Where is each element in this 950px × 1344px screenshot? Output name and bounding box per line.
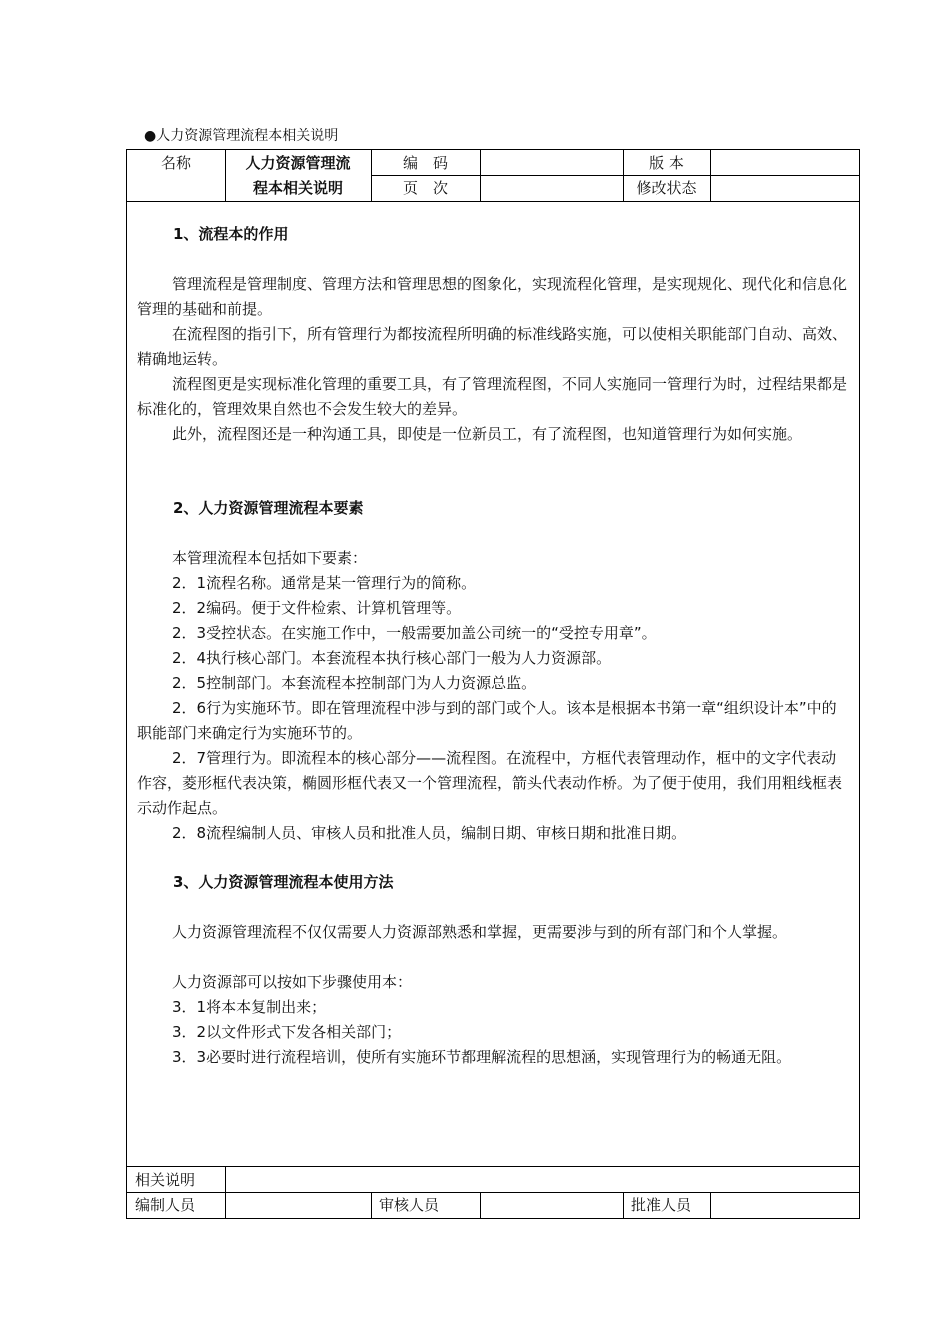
section-3-item: 3．1将本本复制出来；: [172, 998, 327, 1016]
section-3-title: 3、人力资源管理流程本使用方法: [173, 873, 394, 891]
editor-label: 编制人员: [135, 1196, 196, 1214]
section-1-title: 1、流程本的作用: [173, 225, 289, 243]
page-label: 页 次: [402, 179, 448, 197]
document-name-line2: 程本相关说明: [252, 179, 343, 197]
form-footer: [127, 1166, 859, 1219]
document-name-line1: 人力资源管理流: [245, 154, 351, 172]
code-label: 编 码: [402, 154, 448, 172]
section-2-item: 2．5控制部门。本套流程本控制部门为人力资源总监。: [172, 674, 537, 692]
section-1-paragraph: 管理流程是管理制度、管理方法和管理思想的图象化，实现流程化管理，是实现规化、现代化和信息化管理的基础和前提。: [137, 275, 848, 318]
section-2-item: 2．2编码。便于文件检索、计算机管理等。: [172, 599, 462, 617]
section-3-paragraph: 人力资源部可以按如下步骤使用本：: [172, 973, 413, 991]
section-2-item: 2．8流程编制人员、审核人员和批准人员，编制日期、审核日期和批准日期。: [172, 824, 687, 842]
section-2-item: 2．7管理行为。即流程本的核心部分——流程图。在流程中，方框代表管理动作，框中的文字代表动作容，菱形框代表决策，椭圆形框代表又一个管理流程，箭头代表动作桥。为了便于使用，我们用粗线框表示动作起点。: [137, 749, 843, 817]
notes-label: 相关说明: [135, 1171, 196, 1189]
page-heading: ●人力资源管理流程本相关说明: [144, 128, 339, 144]
name-label: 名称: [160, 154, 191, 172]
section-2-item: 2．1流程名称。通常是某一管理行为的简称。: [172, 574, 477, 592]
section-1-paragraph: 此外，流程图还是一种沟通工具，即使是一位新员工，有了流程图，也知道管理行为如何实施。: [172, 425, 803, 443]
document-form: [126, 149, 860, 1219]
version-label: 版 本: [649, 154, 684, 172]
reviewer-label: 审核人员: [379, 1196, 440, 1214]
approver-label: 批准人员: [631, 1196, 692, 1214]
revision-label: 修改状态: [636, 179, 697, 197]
form-header: [127, 150, 859, 202]
section-2-paragraph: 本管理流程本包括如下要素：: [172, 549, 368, 567]
section-2-item: 2．4执行核心部门。本套流程本执行核心部门一般为人力资源部。: [172, 649, 612, 667]
section-3-item: 3．3必要时进行流程培训，使所有实施环节都理解流程的思想涵，实现管理行为的畅通无阻。: [172, 1048, 792, 1066]
section-2-item: 2．3受控状态。在实施工作中，一般需要加盖公司统一的“受控专用章”。: [172, 624, 657, 642]
section-1-paragraph: 流程图更是实现标准化管理的重要工具，有了管理流程图，不同人实施同一管理行为时，过程结果都是标准化的，管理效果自然也不会发生较大的差异。: [137, 375, 848, 418]
section-3-item: 3．2以文件形式下发各相关部门；: [172, 1023, 402, 1041]
section-2-item: 2．6行为实施环节。即在管理流程中涉与到的部门或个人。该本是根据本书第一章“组织设计本”中的职能部门来确定行为实施环节的。: [137, 699, 837, 742]
section-3-paragraph: 人力资源管理流程不仅仅需要人力资源部熟悉和掌握，更需要涉与到的所有部门和个人掌握。: [172, 923, 788, 941]
section-1-paragraph: 在流程图的指引下，所有管理行为都按流程所明确的标准线路实施，可以使相关职能部门自动、高效、精确地运转。: [137, 325, 848, 368]
section-2-title: 2、人力资源管理流程本要素: [173, 499, 364, 517]
